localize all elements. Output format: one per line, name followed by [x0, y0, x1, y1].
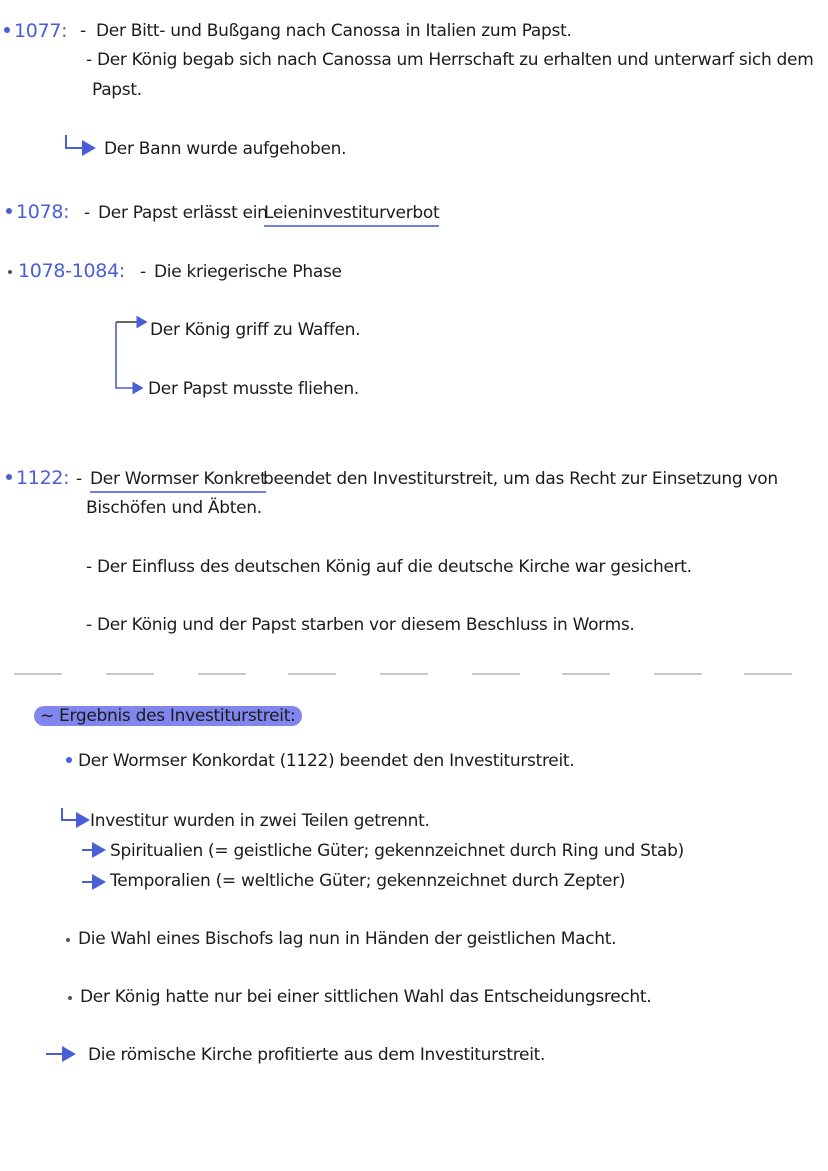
event-1078-text: Der Papst erlässt ein	[98, 203, 268, 223]
result-investitur: Investitur wurden in zwei Teilen getrennt.	[90, 811, 430, 831]
event-1078-underlined: Leieninvestiturverbot	[264, 202, 439, 227]
bullet-result-2	[66, 938, 70, 942]
event-1078-1084-text: Die kriegerische Phase	[154, 262, 342, 282]
sep-1078: -	[84, 203, 90, 223]
arrow-branch-2	[116, 322, 142, 388]
result-bullet-1: Der Wormser Konkordat (1122) beendet den Investiturstreit.	[78, 751, 575, 771]
event-1077-line2: - Der König begab sich nach Canossa um Herrschaft zu erhalten und unterwarf sich dem	[86, 50, 814, 70]
event-1122-point2: - Der König und der Papst starben vor diesem Beschluss in Worms.	[86, 615, 635, 635]
bullet-1122	[6, 474, 12, 480]
event-1122-point1: - Der Einfluss des deutschen König auf die deutsche Kirche war gesichert.	[86, 557, 692, 577]
event-1122-underlined: Der Wormser Konkret	[90, 468, 266, 493]
result-sub-1: Spiritualien (= geistliche Güter; gekennzeichnet durch Ring und Stab)	[110, 841, 684, 861]
event-1122-line2: Bischöfen und Äbten.	[86, 498, 262, 518]
result-heading: ~ Ergebnis des Investiturstreit:	[40, 706, 296, 726]
arrow-1077-result	[66, 135, 94, 148]
event-1077-result: Der Bann wurde aufgehoben.	[104, 139, 347, 159]
result-sub-2: Temporalien (= weltliche Güter; gekennzeichnet durch Zepter)	[110, 871, 626, 891]
sep-1078-1084: -	[140, 262, 146, 282]
bullet-1077	[4, 27, 10, 33]
year-1077: 1077:	[14, 20, 68, 42]
result-bullet-3: Der König hatte nur bei einer sittlichen Wahl das Entscheidungsrecht.	[80, 987, 652, 1007]
branch-fliehen: Der Papst musste fliehen.	[148, 379, 359, 399]
event-1077-line3: Papst.	[92, 80, 142, 100]
event-1122-text: beendet den Investiturstreit, um das Recht zur Einsetzung von	[263, 469, 778, 489]
bullet-1078-1084	[8, 270, 12, 274]
sep-1077: -	[80, 21, 86, 41]
branch-waffen: Der König griff zu Waffen.	[150, 320, 361, 340]
arrow-investitur	[62, 808, 88, 820]
result-bullet-2: Die Wahl eines Bischofs lag nun in Händen der geistlichen Macht.	[78, 929, 617, 949]
bullet-result-1	[66, 757, 72, 763]
sep-1122: -	[76, 469, 82, 489]
year-1078-1084: 1078-1084:	[18, 260, 125, 282]
bullet-result-3	[68, 996, 72, 1000]
bullet-1078	[6, 208, 12, 214]
year-1078: 1078:	[16, 201, 70, 223]
year-1122: 1122:	[16, 467, 70, 489]
result-conclusion: Die römische Kirche profitierte aus dem Investiturstreit.	[88, 1045, 546, 1065]
event-1077-line1: Der Bitt- und Bußgang nach Canossa in Italien zum Papst.	[96, 21, 572, 41]
